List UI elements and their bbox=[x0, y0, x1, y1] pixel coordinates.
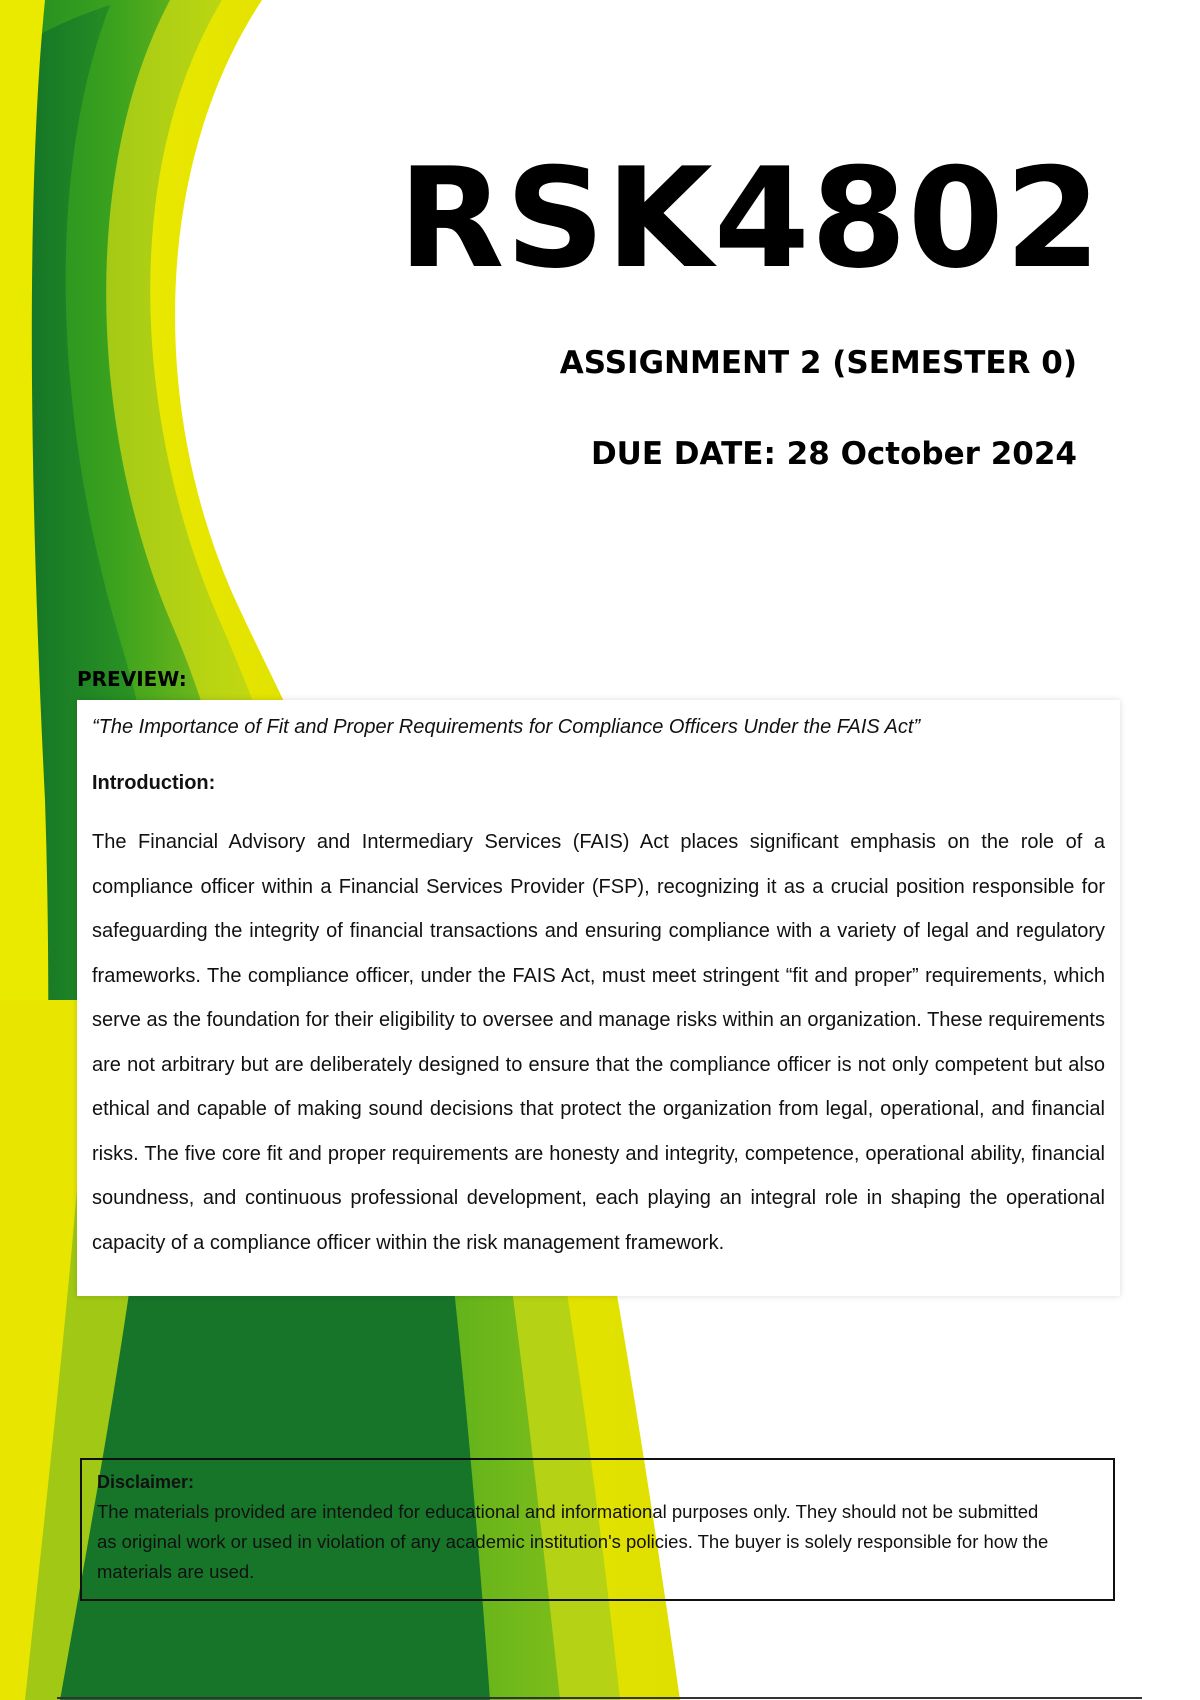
introduction-heading: Introduction: bbox=[92, 772, 216, 794]
assignment-title: ASSIGNMENT 2 (SEMESTER 0) bbox=[559, 345, 1077, 381]
disclaimer-heading: Disclaimer: bbox=[97, 1472, 195, 1492]
disclaimer-text: The materials provided are intended for educational and informational purposes only. They should not be submitted as original work or used in violation of any academic institution's policies. The buyer is solely responsible for how the materials are used. bbox=[97, 1501, 1049, 1582]
introduction-paragraph: The Financial Advisory and Intermediary Services (FAIS) Act places significant emphasis on the role of a compliance officer within a Financial Services Provider (FSP), recognizing it as a crucial position responsible for safeguarding the integrity of financial transactions and ensuring compliance with a variety of legal and regulatory frameworks. The compliance officer, under the FAIS Act, must meet stringent “fit and proper” requirements, which serve as the foundation for their eligibility to oversee and manage risks within an organization. These requirements are not arbitrary but are deliberately designed to ensure that the compliance officer is not only competent but also ethical and capable of making sound decisions that protect the organization from legal, operational, and financial risks. The five core fit and proper requirements are honesty and integrity, competence, operational ability, financial soundness, and continuous professional development, each playing an integral role in shaping the operational capacity of a compliance officer within the risk management framework. bbox=[92, 831, 1105, 1254]
course-code-title: RSK4802 bbox=[398, 138, 1102, 299]
due-date: DUE DATE: 28 October 2024 bbox=[590, 436, 1077, 472]
bottom-divider bbox=[57, 1697, 1142, 1699]
disclaimer-box bbox=[80, 1458, 1115, 1601]
preview-label: PREVIEW: bbox=[77, 667, 187, 691]
preview-essay-title: “The Importance of Fit and Proper Requirements for Compliance Officers Under the FAIS Act” bbox=[92, 716, 921, 738]
preview-box bbox=[77, 700, 1120, 1296]
